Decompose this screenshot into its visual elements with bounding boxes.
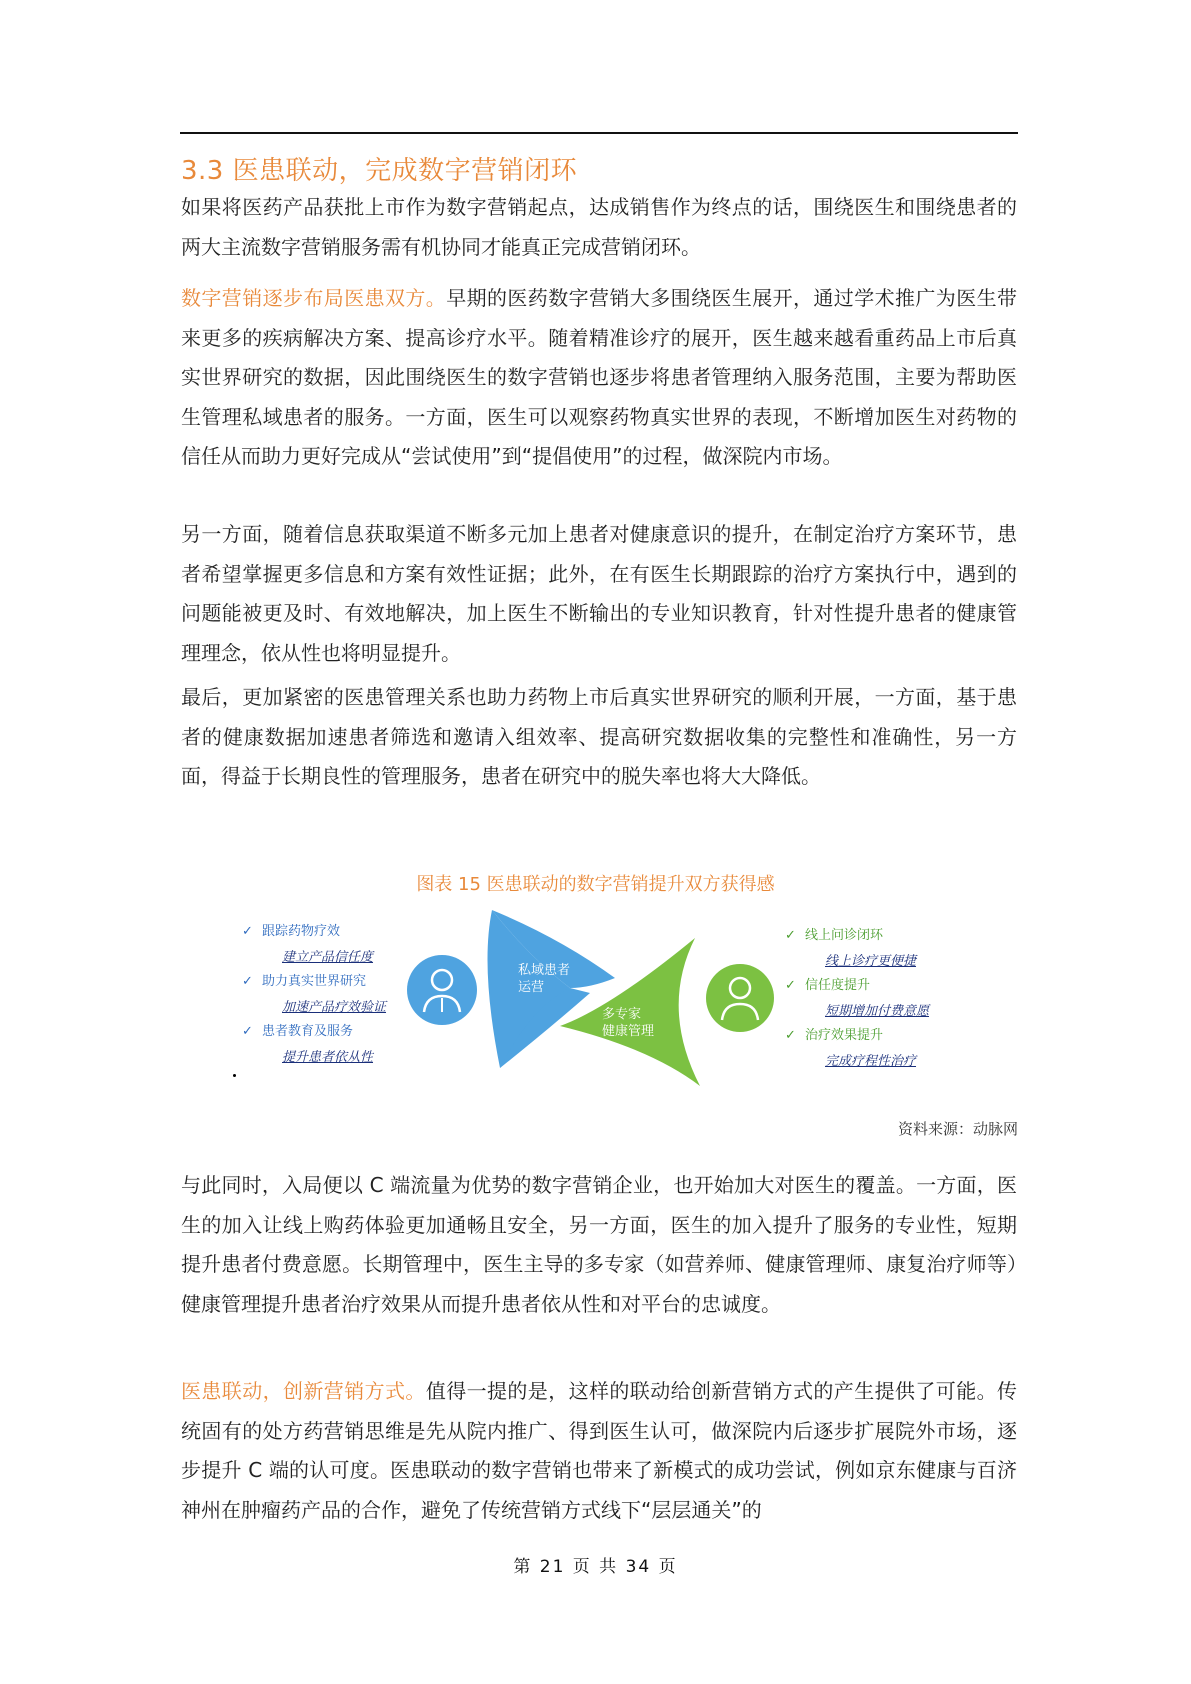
check-icon: ✓ [242,974,253,989]
header-rule [180,132,1018,134]
right-item-1: ✓ 线上问诊闭环 [785,928,884,943]
check-icon: ✓ [242,1024,253,1039]
left-item-1: ✓ 跟踪药物疗效 [242,924,341,939]
left-sub-3: 提升患者依从性 [282,1050,374,1065]
paragraph-3: 另一方面，随着信息获取渠道不断多元加上患者对健康意识的提升，在制定治疗方案环节，患者希望掌握更多信息和方案有效性证据；此外，在有医生长期跟踪的治疗方案执行中，遇到的问题能被更及时、有效地解决，加上医生不断输出的专业知识教育，针对性提升患者的健康管理理念，依从性也将明显提升。 [181,522,1017,665]
paragraph-2-text: 早期的医药数字营销大多围绕医生展开，通过学术推广为医生带来更多的疾病解决方案、提高诊疗水平。随着精准诊疗的展开，医生越来越看重药品上市后真实世界研究的数据，因此围绕医生的数字营销也逐步将患者管理纳入服务范围，主要为帮助医生管理私域患者的服务。一方面，医生可以观察药物真实世界的表现，不断增加医生对药物的信任从而助力更好完成从“尝试使用”到“提倡使用”的过程，做深院内市场。 [181,286,1018,468]
paragraph-6 [181,1372,1017,1530]
figure-source: 资料来源：动脉网 [897,1120,1018,1138]
paragraph-1: 如果将医药产品获批上市作为数字营销起点，达成销售作为终点的话，围绕医生和围绕患者的两大主流数字营销服务需有机协同才能真正完成营销闭环。 [181,195,1017,259]
check-icon: ✓ [785,978,796,993]
doctor-icon [407,955,477,1025]
right-sub-1: 线上诊疗更便捷 [825,954,917,969]
patient-icon [706,964,774,1032]
right-sub-2: 短期增加付费意愿 [825,1004,930,1019]
figure-caption: 图表 15 医患联动的数字营销提升双方获得感 [416,874,775,895]
check-icon: ✓ [785,928,796,943]
left-item-2: ✓ 助力真实世界研究 [242,974,367,989]
left-sub-2: 加速产品疗效验证 [282,1000,387,1015]
blue-shape-label [518,962,570,996]
paragraph-4: 最后，更加紧密的医患管理关系也助力药物上市后真实世界研究的顺利开展，一方面，基于患者的健康数据加速患者筛选和邀请入组效率、提高研究数据收集的完整性和准确性，另一方面，得益于长期良性的管理服务，患者在研究中的脱失率也将大大降低。 [181,685,1017,788]
paragraph-5: 与此同时，入局便以 C 端流量为优势的数字营销企业，也开始加大对医生的覆盖。一方面，医生的加入让线上购药体验更加通畅且安全，另一方面，医生的加入提升了服务的专业性，短期提升患者付费意愿。长期管理中，医生主导的多专家（如营养师、健康管理师、康复治疗师等）健康管理提升患者治疗效果从而提升患者依从性和对平台的忠诚度。 [181,1173,1017,1316]
section-heading: 3.3 医患联动，完成数字营销闭环 [181,156,578,186]
page-footer: 第 21 页 共 34 页 [513,1557,678,1577]
check-icon: ✓ [242,924,253,939]
paragraph-6-text: 值得一提的是，这样的联动给创新营销方式的产生提供了可能。传统固有的处方药营销思维是先从院内推广、得到医生认可，做深院内后逐步扩展院外市场，逐步提升 C 端的认可度。医患联动的数字营销也带来了新模式的成功尝试，例如京东健康与百济神州在肿瘤药产品的合作，避免了传统营销方式线下“层层通关”的 [181,1379,1018,1522]
right-sub-3: 完成疗程性治疗 [825,1054,917,1069]
check-icon: ✓ [785,1028,796,1043]
blue-label-line-1: 私域患者 [518,963,571,978]
green-label-line-2: 健康管理 [602,1024,655,1039]
blue-label-line-2: 运营 [518,980,545,995]
green-label-line-1: 多专家 [602,1007,642,1022]
paragraph-6-highlight: 医患联动，创新营销方式。 [181,1379,426,1403]
left-sub-1: 建立产品信任度 [282,950,374,965]
figure-diagram [230,908,960,1088]
paragraph-2 [181,279,1017,477]
paragraph-2-highlight: 数字营销逐步布局医患双方。 [181,286,447,310]
right-item-3: ✓ 治疗效果提升 [785,1028,884,1043]
left-item-3: ✓ 患者教育及服务 [242,1024,354,1039]
bullet-dot [233,1074,236,1077]
green-shape-label [602,1006,654,1040]
right-item-2: ✓ 信任度提升 [785,978,871,993]
